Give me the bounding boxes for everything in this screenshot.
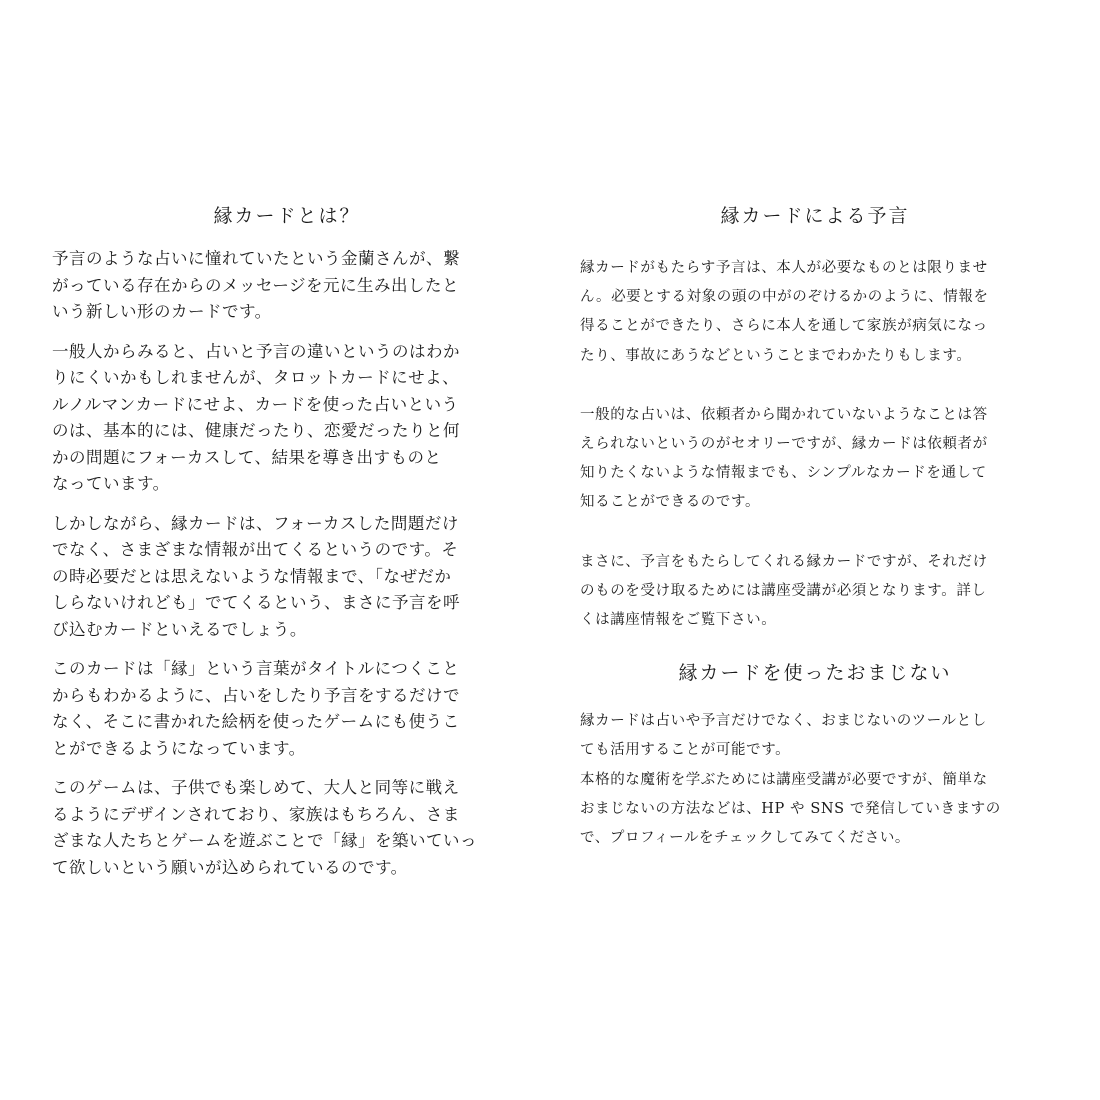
section-heading-charms: 縁カードを使ったおまじない [678,662,952,685]
paragraph: 予言のような占いに憧れていたという金蘭さんが、繋 がっている存在からのメッセージを元に生み出したと いう新しい形のカードです。 [52,249,460,321]
section-heading-about: 縁カードとは？ [213,205,361,227]
left-column [52,200,522,894]
right-column [580,200,1050,853]
paragraph: 縁カードがもたらす予言は、本人が必要なものとは限りませ ん。必要とする対象の頭の中がのぞけるかのように、情報を 得ることができたり、さらに本人を通して家族が病気になっ たり、事故にあうなどということまでわかたりもします。 [580,260,989,364]
paragraph: 一般的な占いは、依頼者から聞かれていないようなことは答 えられないというのがセオリーですが、縁カードは依頼者が 知りたくないような情報までも、シンプルなカードを通して 知ることができるのです。 [580,406,988,511]
paragraph: 一般人からみると、占いと予言の違いというのはわか りにくいかもしれませんが、タロットカードにせよ、 ルノルマンカードにせよ、カードを使った占いという のは、基本的には、健康だったり、恋愛だったりと何 かの問題にフォーカスして、結果を導き出すものと なっています。 [52,341,460,493]
paragraph: 縁カードは占いや予言だけでなく、おまじないのツールとし ても活用することが可能です。 本格的な魔術を学ぶためには講座受講が必要ですが、簡単な おまじないの方法などは、HP や SNS で発信していきますの で、プロフィールをチェックしてみてください。 [580,713,1001,847]
paragraph: まさに、予言をもたらしてくれる縁カードですが、それだけ のものを受け取るためには講座受講が必須となります。詳し くは講座情報をご覧下さい。 [580,553,988,629]
paragraph: このカードは「縁」という言葉がタイトルにつくこと からもわかるように、占いをしたり予言をするだけで なく、そこに書かれた絵柄を使ったゲームにも使うこ とができるようになっています。 [52,659,460,758]
paragraph: しかしながら、縁カードは、フォーカスした問題だけ でなく、さまざまな情報が出てくるというのです。そ の時必要だとは思えないような情報まで、「なぜだか しらないけれども」でてくるという、まさに予言を呼 び込むカードといえるでしょう。 [52,513,460,639]
paragraph: このゲームは、子供でも楽しめて、大人と同等に戦え るようにデザインされており、家族はもちろん、さま ざまな人たちとゲームを遊ぶことで「縁」を築いていっ て欲しいという願いが込められているのです。 [52,778,477,877]
section-heading-prophecy: 縁カードによる予言 [720,205,910,227]
